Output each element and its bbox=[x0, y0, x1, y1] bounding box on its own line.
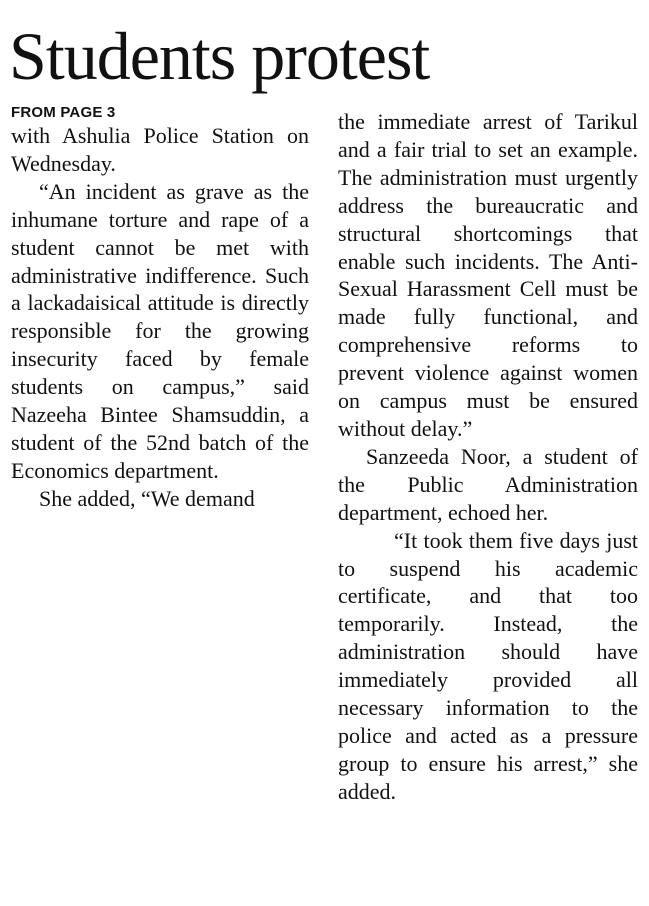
article-paragraph: “It took them five days just to suspend his academic certificate, and that too temporarily. Instead, the administration should have immediately provided all necessary information to the police and acted as a pressure group to ensure his arrest,” she added. bbox=[338, 527, 638, 804]
article-paragraph: She added, “We demand bbox=[39, 485, 255, 511]
article-column-right bbox=[338, 108, 638, 806]
article-paragraph: Sanzeeda Noor, a student of the Public Administration department, echoed her. bbox=[338, 443, 638, 525]
jump-line: FROM PAGE 3 bbox=[11, 104, 116, 121]
headline: Students protest bbox=[9, 18, 430, 94]
article-paragraph: the immediate arrest of Tarikul and a fair trial to set an example. The administration must urgently address the bureaucratic and structural shortcomings that enable such incidents. The Anti-Sexual Harassment Cell must be made fully functional, and comprehensive reforms to prevent violence against women on campus must be ensured without delay.” bbox=[338, 109, 638, 441]
article-column-left bbox=[11, 104, 309, 513]
article-paragraph: with Ashulia Police Station on Wednesday. bbox=[11, 123, 309, 176]
article-paragraph: “An incident as grave as the inhumane torture and rape of a student cannot be met with administrative indifference. Such a lackadaisical attitude is directly responsible for the growing insecurity faced by female students on campus,” said Nazeeha Bintee Shamsuddin, a student of the 52nd batch of the Economics department. bbox=[11, 178, 309, 483]
